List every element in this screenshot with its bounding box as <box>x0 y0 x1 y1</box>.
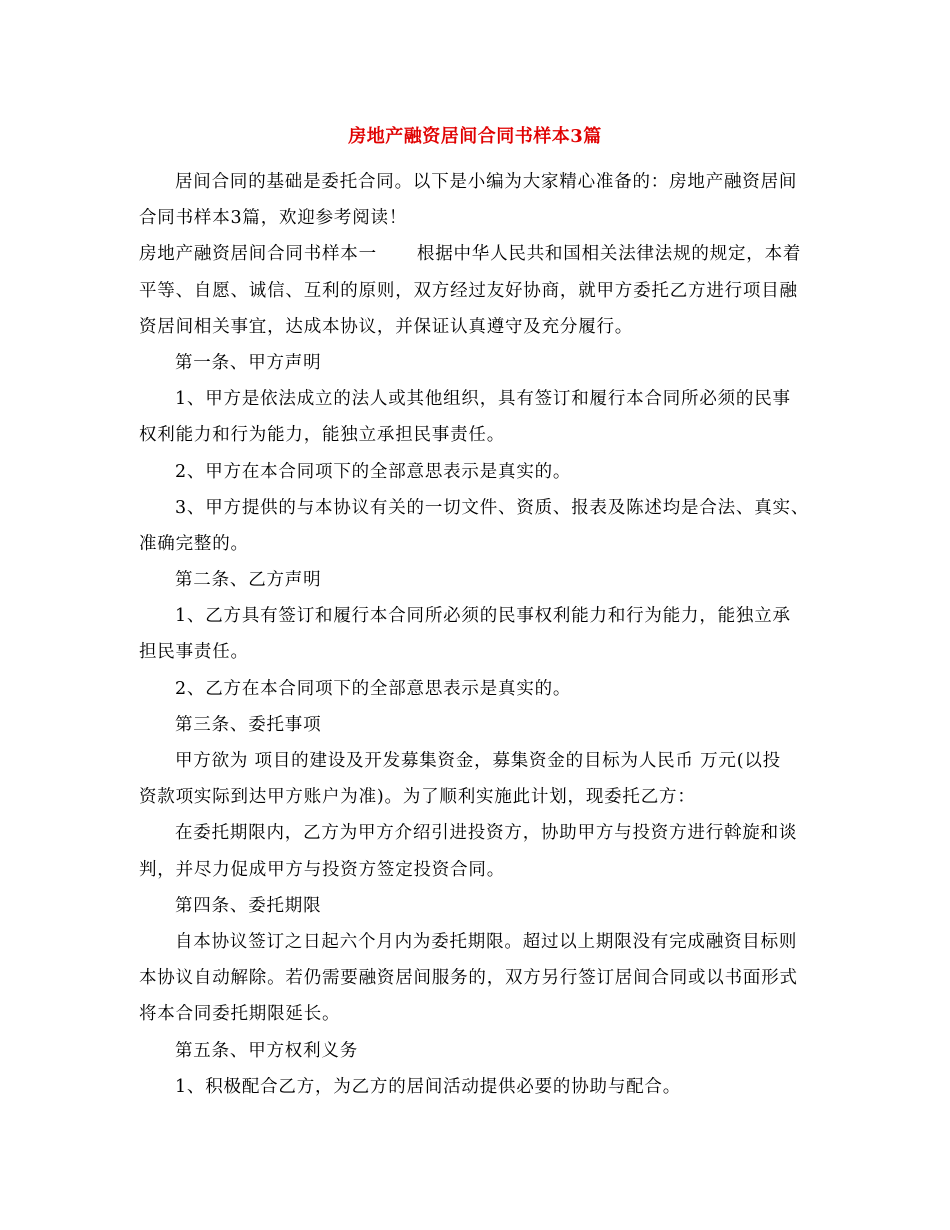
preamble-line-1 <box>139 236 814 272</box>
article-4-heading: 第四条、委托期限 <box>175 895 322 916</box>
article-1-item-1-line-2: 权利能力和行为能力，能独立承担民事责任。 <box>139 425 505 446</box>
article-4-para-line-1: 自本协议签订之日起六个月内为委托期限。超过以上期限没有完成融资目标则 <box>175 931 798 952</box>
article-1-item-2: 2、甲方在本合同项下的全部意思表示是真实的。 <box>175 461 572 482</box>
article-4-para-line-3: 将本合同委托期限延长。 <box>139 1004 341 1025</box>
article-2-heading: 第二条、乙方声明 <box>175 570 322 591</box>
article-1-item-1-line-1: 1、甲方是依法成立的法人或其他组织，具有签订和履行本合同所必须的民事 <box>175 389 791 410</box>
intro-line-1: 居间合同的基础是委托合同。以下是小编为大家精心准备的：房地产融资居间 <box>175 172 798 192</box>
article-3-heading: 第三条、委托事项 <box>175 714 322 735</box>
article-3-para-1-line-2: 资款项实际到达甲方账户为准)。为了顺利实施此计划，现委托乙方： <box>139 787 696 808</box>
preamble-line-2: 平等、自愿、诚信、互利的原则，双方经过友好协商，就甲方委托乙方进行项目融 <box>139 280 798 301</box>
article-1-item-3-line-2: 准确完整的。 <box>139 533 249 554</box>
article-2-item-1-line-1: 1、乙方具有签订和履行本合同所必须的民事权利能力和行为能力，能独立承 <box>175 606 791 627</box>
article-1-heading: 第一条、甲方声明 <box>175 352 322 373</box>
sample-heading: 房地产融资居间合同书样本一 <box>139 244 377 265</box>
article-5-item-1: 1、积极配合乙方，为乙方的居间活动提供必要的协助与配合。 <box>175 1076 682 1097</box>
preamble-text: 根据中华人民共和国相关法律法规的规定，本着 <box>416 244 802 265</box>
document-title: 房地产融资居间合同书样本3篇 <box>348 126 602 147</box>
article-3-para-1-line-1: 甲方欲为 项目的建设及开发募集资金，募集资金的目标为人民币 万元(以投 <box>175 751 781 771</box>
document-body <box>139 164 814 1105</box>
preamble-line-3: 资居间相关事宜，达成本协议，并保证认真遵守及充分履行。 <box>139 316 634 337</box>
article-2-item-2: 2、乙方在本合同项下的全部意思表示是真实的。 <box>175 678 572 699</box>
article-3-para-2-line-2: 判，并尽力促成甲方与投资方签定投资合同。 <box>139 859 505 880</box>
article-1-item-3-line-1: 3、甲方提供的与本协议有关的一切文件、资质、报表及陈述均是合法、真实、 <box>175 497 810 518</box>
intro-line-2: 合同书样本3篇，欢迎参考阅读！ <box>139 208 408 229</box>
article-5-heading: 第五条、甲方权利义务 <box>175 1040 358 1061</box>
article-2-item-1-line-2: 担民事责任。 <box>139 642 249 663</box>
article-3-para-2-line-1: 在委托期限内，乙方为甲方介绍引进投资方，协助甲方与投资方进行斡旋和谈 <box>175 823 798 844</box>
article-4-para-line-2: 本协议自动解除。若仍需要融资居间服务的，双方另行签订居间合同或以书面形式 <box>139 968 798 989</box>
